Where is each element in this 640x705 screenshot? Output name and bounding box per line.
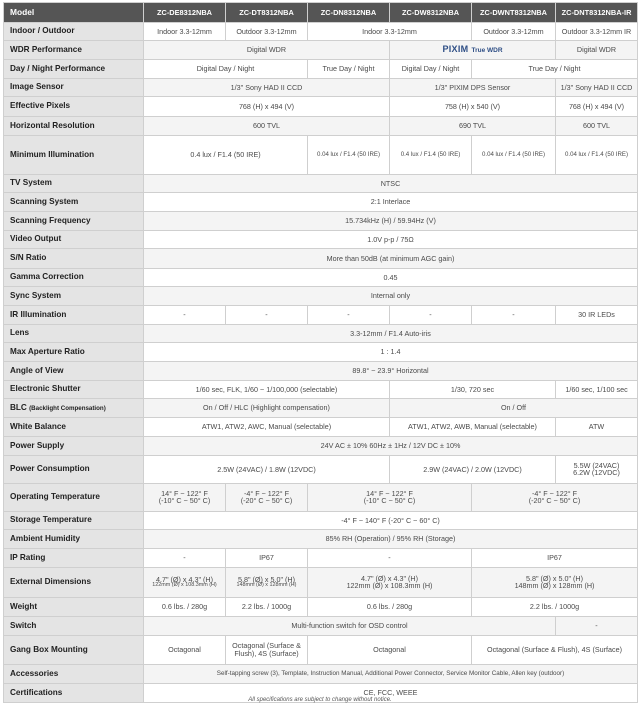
cell: 85% RH (Operation) / 95% RH (Storage) [144,529,638,548]
cell: Internal only [144,286,638,305]
cell: - [144,305,226,324]
cell: 0.4 lux / F1.4 (50 IRE) [144,136,308,175]
cell: 30 IR LEDs [556,305,638,324]
cell: 690 TVL [390,117,556,136]
cell-line: 122mm (Ø) x 108.3mm (H) [346,581,433,591]
cell: CE, FCC, WEEE [144,683,638,702]
cell: 2.9W (24VAC) / 2.0W (12VDC) [390,455,556,483]
row-sync-system [4,286,638,305]
footer-disclaimer: All specifications are subject to change without notice. [248,697,392,703]
cell: 2.2 lbs. / 1000g [472,597,638,616]
row-indoor-outdoor [4,23,638,41]
cell: - [144,548,226,567]
row-label: Video Output [4,230,144,248]
cell [308,483,472,511]
cell: Outdoor 3.3-12mm [226,23,308,41]
blc-label: BLC [10,402,27,412]
cell: 2:1 Interlace [144,192,638,211]
row-label: Switch [4,616,144,635]
row-label: Indoor / Outdoor [4,23,144,41]
cell: - [472,305,556,324]
row-storage-temperature [4,511,638,529]
cell: 0.04 lux / F1.4 (50 IRE) [308,136,390,175]
row-switch [4,616,638,635]
cell: 1/30, 720 sec [390,380,556,398]
cell: 2.5W (24VAC) / 1.8W (12VDC) [144,455,390,483]
cell [226,483,308,511]
cell-line: 6.2W (12VDC) [573,468,620,478]
row-label: White Balance [4,417,144,436]
cell-line: 122mm (Ø) x 108.3mm (H) [152,582,217,589]
cell: More than 50dB (at minimum AGC gain) [144,248,638,268]
row-label: Power Consumption [4,455,144,483]
row-label: Image Sensor [4,79,144,97]
cell-line: (-10° C ~ 50° C) [363,496,416,506]
cell: Digital Day / Night [390,60,472,79]
cell [472,483,638,511]
cell-line: 5.8" (Ø) x 5.0" (H) [525,573,584,583]
cell-line: 4.7" (Ø) x 4.3" (H) [360,573,419,583]
blc-sublabel: (Backlight Compensation) [29,404,106,412]
cell-line: 148mm (Ø) x 128mm (H) [236,582,297,589]
row-label: Power Supply [4,436,144,455]
row-effective-pixels [4,97,638,117]
cell: True Day / Night [308,60,390,79]
cell [308,567,472,597]
cell: 768 (H) x 494 (V) [556,97,638,117]
model-col-1: ZC-DE8312NBA [144,3,226,23]
row-power-consumption [4,455,638,483]
row-label: Scanning System [4,192,144,211]
pixim-wordmark: PIXIM [442,44,469,55]
row-label: Day / Night Performance [4,60,144,79]
cell: 1/3" PIXIM DPS Sensor [390,79,556,97]
cell: -4° F ~ 140° F (-20° C ~ 60° C) [144,511,638,529]
row-scanning-system [4,192,638,211]
row-tv-system [4,174,638,192]
row-accessories [4,664,638,683]
cell-line: 5.8" (Ø) x 5.0" (H) [237,574,296,584]
cell [144,483,226,511]
model-col-2: ZC-DT8312NBA [226,3,308,23]
row-label: Accessories [4,664,144,683]
model-col-6: ZC-DNT8312NBA-IR [556,3,638,23]
cell-line: 14° F ~ 122° F [366,488,413,498]
cell: ATW1, ATW2, AWB, Manual (selectable) [390,417,556,436]
row-ambient-humidity [4,529,638,548]
row-label: Certifications [4,683,144,702]
row-weight [4,597,638,616]
cell: 0.04 lux / F1.4 (50 IRE) [556,136,638,175]
row-video-output [4,230,638,248]
row-label: Max Aperture Ratio [4,342,144,361]
cell: Digital WDR [144,41,390,60]
cell: 600 TVL [144,117,390,136]
cell: - [556,616,638,635]
row-gang-box-mounting [4,635,638,664]
row-label: Horizontal Resolution [4,117,144,136]
cell: 600 TVL [556,117,638,136]
row-label: Storage Temperature [4,511,144,529]
cell: 1/3" Sony HAD II CCD [556,79,638,97]
row-ir-illumination [4,305,638,324]
row-label: Effective Pixels [4,97,144,117]
row-label: TV System [4,174,144,192]
row-day-night [4,60,638,79]
cell: 3.3-12mm / F1.4 Auto-iris [144,324,638,342]
cell: - [308,548,472,567]
cell: Indoor 3.3-12mm [308,23,472,41]
row-external-dimensions [4,567,638,597]
row-ip-rating [4,548,638,567]
cell: Digital Day / Night [144,60,308,79]
row-label: Angle of View [4,361,144,380]
cell: 0.6 lbs. / 280g [144,597,226,616]
row-angle-of-view [4,361,638,380]
cell: 2.2 lbs. / 1000g [226,597,308,616]
cell: IP67 [472,548,638,567]
cell: Octagonal (Surface & Flush), 4S (Surface) [226,635,308,664]
cell [226,567,308,597]
cell-line: 5.5W (24VAC) [573,460,620,470]
cell: NTSC [144,174,638,192]
spec-table [3,2,638,703]
cell: ATW [556,417,638,436]
cell: Digital WDR [556,41,638,60]
cell-line: (-20° C ~ 50° C) [240,496,293,506]
row-label: Ambient Humidity [4,529,144,548]
cell-line: -4° F ~ 122° F [243,488,290,498]
cell-line: 14° F ~ 122° F [161,488,208,498]
cell: - [308,305,390,324]
cell: Outdoor 3.3-12mm IR [556,23,638,41]
cell: 0.04 lux / F1.4 (50 IRE) [472,136,556,175]
row-label: Sync System [4,286,144,305]
row-label: Minimum Illumination [4,136,144,175]
row-label: IR Illumination [4,305,144,324]
model-col-5: ZC-DWNT8312NBA [472,3,556,23]
cell: ATW1, ATW2, AWC, Manual (selectable) [144,417,390,436]
cell: Self-tapping screw (3), Template, Instruction Manual, Additional Power Connector, Service Monitor Cable, Allen key (outdoor) [144,664,638,683]
model-header: Model [4,3,144,23]
row-image-sensor [4,79,638,97]
row-label: External Dimensions [4,567,144,597]
cell-line: 4.7" (Ø) x 4.3" (H) [155,574,214,584]
row-label: Gamma Correction [4,268,144,286]
row-operating-temperature [4,483,638,511]
row-blc [4,398,638,417]
cell: On / Off / HLC (Highlight compensation) [144,398,390,417]
row-label: Electronic Shutter [4,380,144,398]
row-power-supply [4,436,638,455]
cell: 0.4 lux / F1.4 (50 IRE) [390,136,472,175]
cell [472,567,638,597]
row-label [4,398,144,417]
row-max-aperture [4,342,638,361]
row-gamma [4,268,638,286]
cell: Octagonal [144,635,226,664]
cell-line: 148mm (Ø) x 128mm (H) [514,581,595,591]
cell-line: (-20° C ~ 50° C) [528,496,581,506]
header-row [4,3,638,23]
row-label: Lens [4,324,144,342]
cell: 1 : 1.4 [144,342,638,361]
row-label: S/N Ratio [4,248,144,268]
cell: 0.6 lbs. / 280g [308,597,472,616]
row-minimum-illumination [4,136,638,175]
cell: 89.8° ~ 23.9° Horizontal [144,361,638,380]
cell: 1.0V p-p / 75Ω [144,230,638,248]
cell-line: -4° F ~ 122° F [531,488,578,498]
cell: - [390,305,472,324]
cell: Multi-function switch for OSD control [144,616,556,635]
cell: 0.45 [144,268,638,286]
cell [144,567,226,597]
cell: 15.734kHz (H) / 59.94Hz (V) [144,211,638,230]
cell: 24V AC ± 10% 60Hz ± 1Hz / 12V DC ± 10% [144,436,638,455]
cell: Octagonal (Surface & Flush), 4S (Surface) [472,635,638,664]
cell [556,455,638,483]
row-label: Operating Temperature [4,483,144,511]
cell: - [226,305,308,324]
cell: 768 (H) x 494 (V) [144,97,390,117]
row-horizontal-resolution [4,117,638,136]
row-scanning-frequency [4,211,638,230]
cell: IP67 [226,548,308,567]
row-label: WDR Performance [4,41,144,60]
row-white-balance [4,417,638,436]
cell: Indoor 3.3-12mm [144,23,226,41]
row-wdr [4,41,638,60]
row-lens [4,324,638,342]
row-label: Scanning Frequency [4,211,144,230]
cell: 1/60 sec, FLK, 1/60 ~ 1/100,000 (selectable) [144,380,390,398]
cell-line: (-10° C ~ 50° C) [158,496,211,506]
pixim-logo [390,41,556,60]
row-label: Weight [4,597,144,616]
cell: 1/60 sec, 1/100 sec [556,380,638,398]
cell: Outdoor 3.3-12mm [472,23,556,41]
row-electronic-shutter [4,380,638,398]
cell: True Day / Night [472,60,638,79]
model-col-4: ZC-DW8312NBA [390,3,472,23]
cell: On / Off [390,398,638,417]
row-sn-ratio [4,248,638,268]
pixim-true-wdr: True WDR [471,47,503,55]
row-label: IP Rating [4,548,144,567]
cell: Octagonal [308,635,472,664]
cell: 1/3" Sony HAD II CCD [144,79,390,97]
row-label: Gang Box Mounting [4,635,144,664]
cell: 758 (H) x 540 (V) [390,97,556,117]
model-col-3: ZC-DN8312NBA [308,3,390,23]
